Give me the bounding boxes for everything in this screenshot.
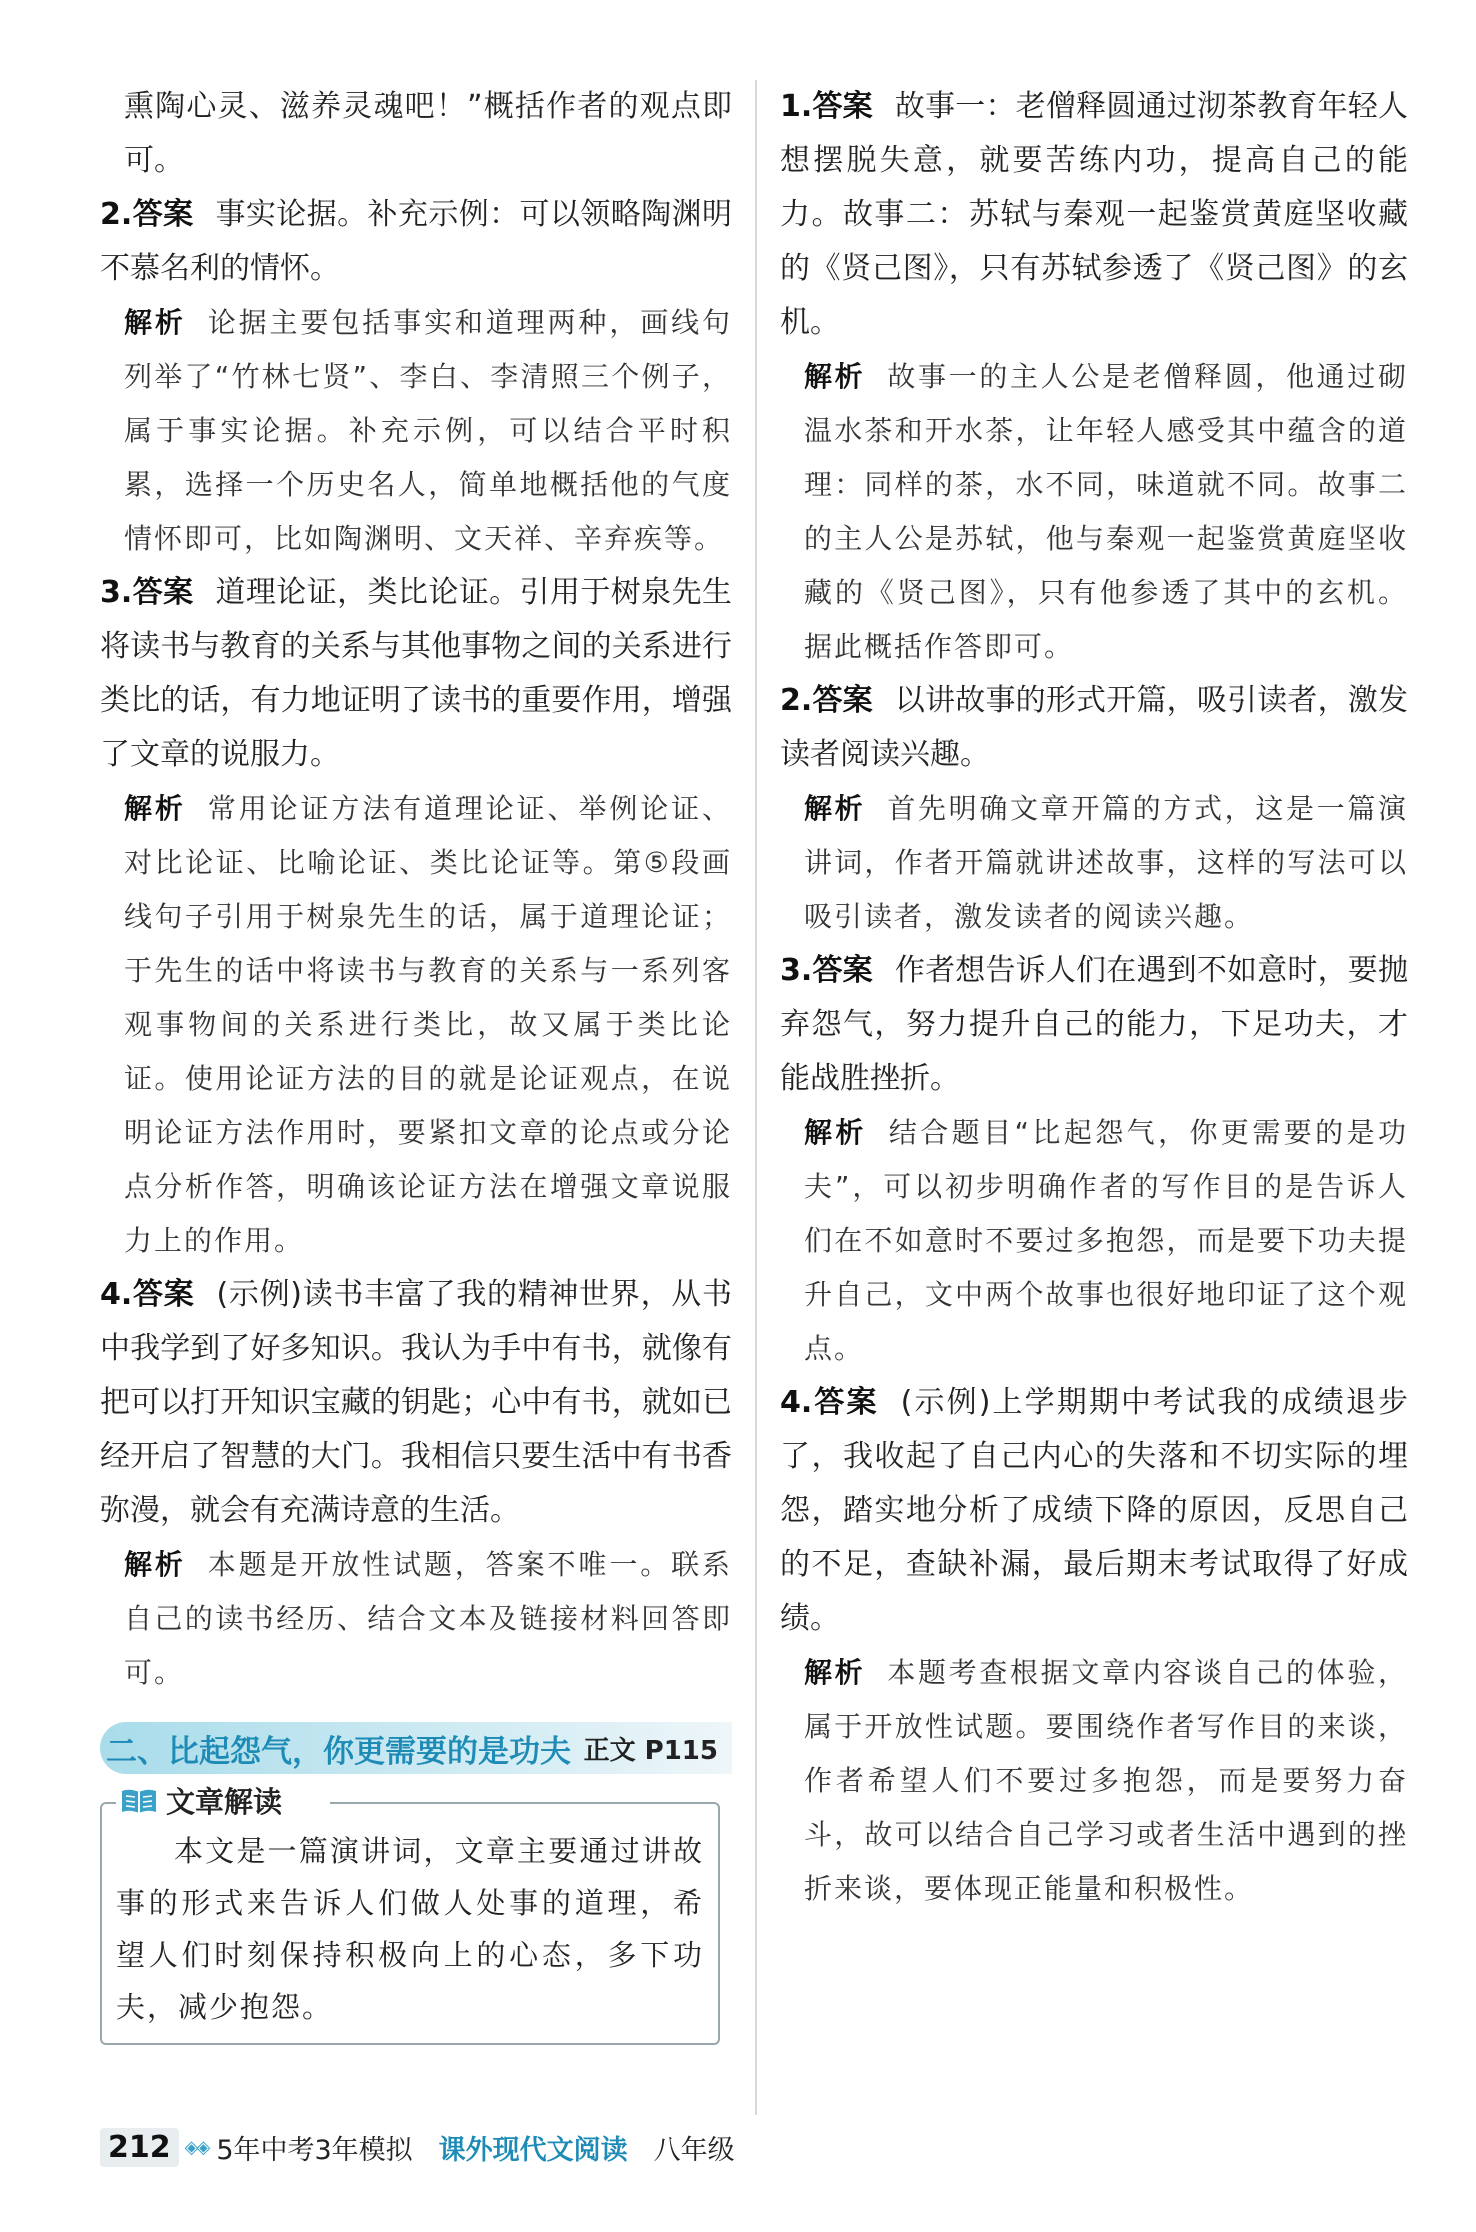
explanation-tag: 解析 (124, 792, 186, 825)
explanation-tag: 解析 (804, 1656, 866, 1689)
explanation-text: 故事一的主人公是老僧释圆，他通过砌温水茶和开水茶，让年轻人感受其中蕴含的道理：同样的茶，水不同，味道就不同。故事二的主人公是苏轼，他与秦观一起鉴赏黄庭坚收藏的《贤己图》，只有他参透了其中的玄机。据此概括作答即可。 (804, 360, 1408, 663)
right-item-4 (780, 1376, 1408, 1916)
section-page-ref: 正文 P115 (583, 1735, 718, 1766)
explanation (804, 1646, 1408, 1916)
left-item-3 (100, 566, 732, 1268)
explanation-text: 论据主要包括事实和道理两种，画线句列举了“竹林七贤”、李白、李清照三个例子，属于事实论据。补充示例，可以结合平时积累，选择一个历史名人，简单地概括他的气度情怀即可，比如陶渊明、文天祥、辛弃疾等。 (124, 306, 732, 555)
diamond-icon: ◈◈ (184, 2137, 209, 2158)
answer-text: 作者想告诉人们在遇到不如意时，要抛弃怨气，努力提升自己的能力，下足功夫，才能战胜挫折。 (780, 953, 1409, 1096)
section-title: 二、比起怨气，你更需要的是功夫 (106, 1733, 571, 1770)
right-item-2 (780, 674, 1408, 944)
left-item-2 (100, 188, 732, 566)
answer-text: (示例)上学期期中考试我的成绩退步了，我收起了自己内心的失落和不切实际的埋怨，踏实地分析了成绩下降的原因，反思自己的不足，查缺补漏，最后期末考试取得了好成绩。 (780, 1385, 1408, 1636)
right-item-3 (780, 944, 1408, 1376)
explanation-text: 本题考查根据文章内容谈自己的体验，属于开放性试题。要围绕作者写作目的来谈，作者希望人们不要过多抱怨，而是要努力奋斗，故可以结合自己学习或者生活中遇到的挫折来谈，要体现正能量和积极性。 (804, 1656, 1408, 1905)
column-divider (755, 80, 757, 2115)
explanation-tag: 解析 (804, 792, 866, 825)
right-column (780, 80, 1408, 1916)
answer-tag: 答案 (812, 953, 873, 988)
item-number: 4. (780, 1385, 813, 1420)
article-interpretation-box (100, 1785, 720, 2045)
page-footer (100, 2128, 735, 2167)
lead-text: 熏陶心灵、滋养灵魂吧！”概括作者的观点即可。 (124, 89, 732, 178)
left-column (100, 80, 732, 2045)
item-number: 1. (780, 89, 813, 124)
interpretation-text: 本文是一篇演讲词，文章主要通过讲故事的形式来告诉人们做人处事的道理，希望人们时刻保持积极向上的心态，多下功夫，减少抱怨。 (116, 1834, 704, 2024)
page-number: 212 (100, 2128, 179, 2167)
book-brand: 5年中考3年模拟 (216, 2135, 413, 2166)
section-banner (100, 1722, 732, 1774)
answer-tag: 答案 (812, 89, 873, 124)
answer-text: (示例)读书丰富了我的精神世界，从书中我学到了好多知识。我认为手中有书，就像有把可以打开知识宝藏的钥匙；心中有书，就如已经开启了智慧的大门。我相信只要生活中有书香弥漫，就会有充满诗意的生活。 (100, 1277, 732, 1528)
explanation (124, 782, 732, 1268)
answer-text: 事实论据。补充示例：可以领略陶渊明不慕名利的情怀。 (100, 197, 732, 286)
interpretation-title: 文章解读 (166, 1785, 283, 1819)
answer-text: 道理论证，类比论证。引用于树泉先生将读书与教育的关系与其他事物之间的关系进行类比的话，有力地证明了读书的重要作用，增强了文章的说服力。 (100, 575, 732, 772)
book-series: 课外现代文阅读 (438, 2135, 628, 2166)
explanation-tag: 解析 (124, 306, 186, 339)
item-number: 3. (780, 953, 813, 988)
explanation-tag: 解析 (124, 1548, 186, 1581)
answer-text: 以讲故事的形式开篇，吸引读者，激发读者阅读兴趣。 (780, 683, 1409, 772)
item-number: 4. (100, 1277, 133, 1312)
grade-label: 八年级 (653, 2135, 735, 2166)
right-item-1 (780, 80, 1408, 674)
answer-text: 故事一：老僧释圆通过沏茶教育年轻人想摆脱失意，就要苦练内功，提高自己的能力。故事二：苏轼与秦观一起鉴赏黄庭坚收藏的《贤己图》，只有苏轼参透了《贤己图》的玄机。 (780, 89, 1409, 340)
answer-tag: 答案 (812, 1385, 879, 1420)
answer-tag: 答案 (132, 575, 194, 610)
answer-tag: 答案 (812, 683, 873, 718)
explanation-text: 首先明确文章开篇的方式，这是一篇演讲词，作者开篇就讲述故事，这样的写法可以吸引读者，激发读者的阅读兴趣。 (804, 792, 1408, 933)
explanation-text: 结合题目“比起怨气，你更需要的是功夫”，可以初步明确作者的写作目的是告诉人们在不如意时不要过多抱怨，而是要下功夫提升自己，文中两个故事也很好地印证了这个观点。 (804, 1116, 1408, 1365)
explanation-tag: 解析 (804, 360, 866, 393)
explanation-text: 本题是开放性试题，答案不唯一。联系自己的读书经历、结合文本及链接材料回答即可。 (124, 1548, 732, 1689)
explanation (804, 350, 1408, 674)
explanation (804, 782, 1408, 944)
left-item-4 (100, 1268, 732, 1700)
open-book-icon (120, 1787, 158, 1815)
explanation (804, 1106, 1408, 1376)
answer-tag: 答案 (132, 1277, 195, 1312)
explanation-text: 常用论证方法有道理论证、举例论证、对比论证、比喻论证、类比论证等。第⑤段画线句子引用于树泉先生的话，属于道理论证；于先生的话中将读书与教育的关系与一系列客观事物间的关系进行类比，故又属于类比论证。使用论证方法的目的就是论证观点，在说明论证方法作用时，要紧扣文章的论点或分论点分析作答，明确该论证方法在增强文章说服力上的作用。 (124, 792, 732, 1257)
item-number: 2. (100, 197, 133, 232)
item-number: 3. (100, 575, 133, 610)
explanation (124, 1538, 732, 1700)
explanation-tag: 解析 (804, 1116, 867, 1149)
answer-tag: 答案 (132, 197, 194, 232)
interpretation-heading (116, 1780, 330, 1821)
item-number: 2. (780, 683, 813, 718)
explanation (124, 296, 732, 566)
